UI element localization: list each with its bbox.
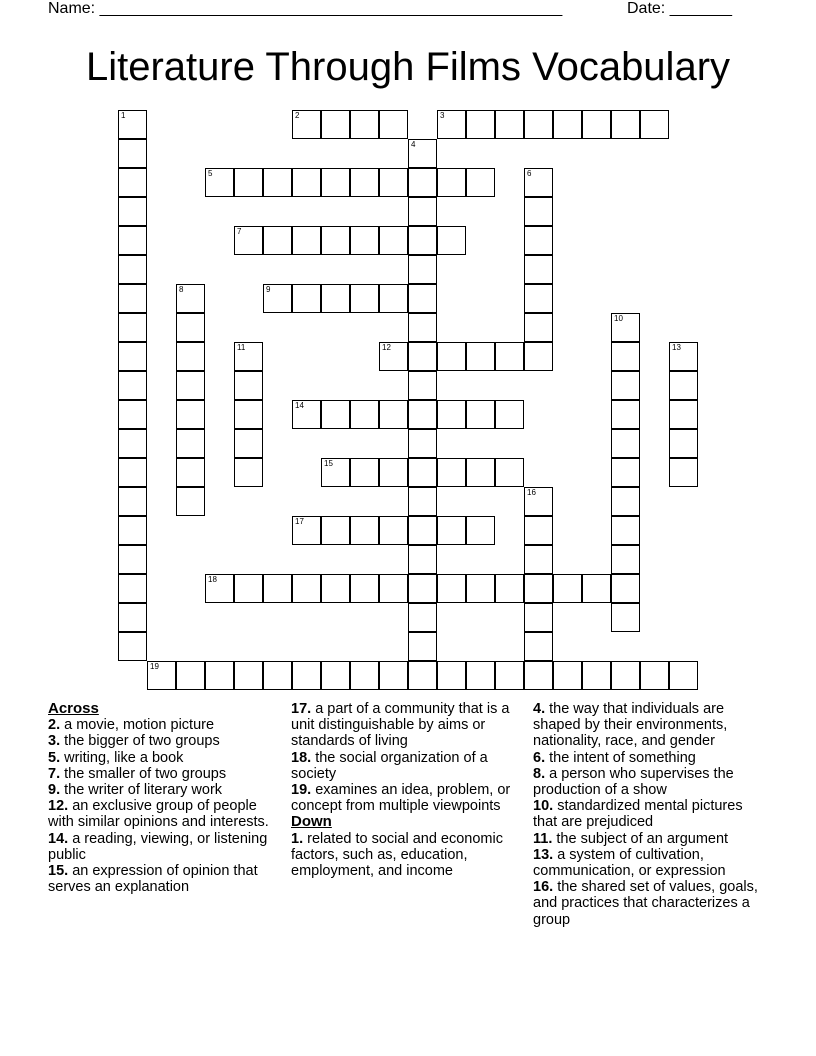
crossword-cell[interactable]: [669, 661, 698, 690]
crossword-cell[interactable]: [611, 429, 640, 458]
crossword-cell[interactable]: [118, 400, 147, 429]
crossword-cell[interactable]: [350, 226, 379, 255]
crossword-cell[interactable]: [176, 429, 205, 458]
crossword-cell[interactable]: [611, 371, 640, 400]
cell-number: 6: [527, 169, 532, 178]
cell-number: 10: [614, 314, 623, 323]
crossword-cell[interactable]: [495, 458, 524, 487]
crossword-cell[interactable]: [611, 110, 640, 139]
crossword-cell[interactable]: [350, 168, 379, 197]
clue-across-12: [48, 798, 283, 830]
crossword-cell[interactable]: [524, 487, 553, 516]
clue-number: 16.: [533, 879, 554, 896]
cell-number: 3: [440, 111, 445, 120]
clues-column-1: [48, 701, 283, 895]
clue-across-5: [48, 750, 283, 766]
clue-text: related to social and economic factors, such as, education, employment, and income: [291, 830, 503, 880]
down-heading: Down: [291, 813, 332, 831]
crossword-cell[interactable]: [524, 313, 553, 342]
clue-number: 11.: [533, 830, 553, 847]
crossword-cell[interactable]: [466, 661, 495, 690]
clue-text: the way that individuals are shaped by their environments, nationality, race, and gender: [533, 701, 728, 750]
crossword-cell[interactable]: [437, 400, 466, 429]
clue-text: the smaller of two groups: [60, 765, 227, 782]
cell-number: 1: [121, 111, 126, 120]
crossword-cell[interactable]: [292, 661, 321, 690]
crossword-cell[interactable]: [205, 168, 234, 197]
clue-down-13: [533, 847, 768, 879]
crossword-cell[interactable]: [321, 284, 350, 313]
crossword-cell[interactable]: [408, 168, 437, 197]
clue-across-17: [291, 701, 523, 750]
crossword-cell[interactable]: [582, 574, 611, 603]
crossword-cell[interactable]: [321, 458, 350, 487]
crossword-cell[interactable]: [582, 661, 611, 690]
crossword-cell[interactable]: [466, 574, 495, 603]
crossword-cell[interactable]: [408, 400, 437, 429]
clue-down-8: [533, 766, 768, 798]
clue-number: 7.: [48, 765, 61, 782]
crossword-cell[interactable]: [379, 168, 408, 197]
crossword-cell[interactable]: [640, 661, 669, 690]
crossword-cell[interactable]: [611, 516, 640, 545]
crossword-cell[interactable]: [611, 661, 640, 690]
crossword-cell[interactable]: [437, 661, 466, 690]
crossword-cell[interactable]: [524, 255, 553, 284]
cell-number: 18: [208, 575, 217, 584]
crossword-cell[interactable]: [379, 110, 408, 139]
crossword-cell[interactable]: [176, 661, 205, 690]
crossword-cell[interactable]: [234, 458, 263, 487]
crossword-cell[interactable]: [524, 342, 553, 371]
clue-text: an expression of opinion that serves an explanation: [48, 863, 258, 896]
clue-text: a movie, motion picture: [60, 717, 215, 734]
crossword-cell[interactable]: [118, 342, 147, 371]
crossword-cell[interactable]: [553, 661, 582, 690]
crossword-cell[interactable]: [611, 458, 640, 487]
crossword-cell[interactable]: [408, 545, 437, 574]
clue-text: the subject of an argument: [552, 830, 729, 847]
crossword-cell[interactable]: [350, 661, 379, 690]
crossword-cell[interactable]: [495, 110, 524, 139]
crossword-cell[interactable]: [118, 487, 147, 516]
crossword-cell[interactable]: [466, 168, 495, 197]
crossword-cell[interactable]: [524, 284, 553, 313]
clue-text: the shared set of values, goals, and practices that characterizes a group: [533, 879, 758, 928]
crossword-cell[interactable]: [263, 226, 292, 255]
crossword-cell[interactable]: [118, 168, 147, 197]
crossword-cell[interactable]: [408, 371, 437, 400]
crossword-cell[interactable]: [292, 168, 321, 197]
crossword-cell[interactable]: [553, 110, 582, 139]
crossword-cell[interactable]: [321, 400, 350, 429]
crossword-cell[interactable]: [118, 284, 147, 313]
clue-across-15: [48, 863, 283, 895]
crossword-cell[interactable]: [495, 661, 524, 690]
crossword-cell[interactable]: [611, 545, 640, 574]
crossword-cell[interactable]: [524, 661, 553, 690]
crossword-cell[interactable]: [408, 342, 437, 371]
cell-number: 14: [295, 401, 304, 410]
crossword-cell[interactable]: [669, 429, 698, 458]
clue-number: 19.: [291, 782, 312, 799]
clue-number: 14.: [48, 830, 69, 847]
crossword-cell[interactable]: [408, 574, 437, 603]
crossword-cell[interactable]: [292, 516, 321, 545]
crossword-cell[interactable]: [350, 110, 379, 139]
cell-number: 19: [150, 662, 159, 671]
clue-number: 2.: [48, 717, 61, 734]
crossword-cell[interactable]: [263, 574, 292, 603]
clue-across-9: [48, 782, 283, 798]
crossword-cell[interactable]: [176, 342, 205, 371]
cell-number: 4: [411, 140, 416, 149]
clue-down-11: [533, 831, 768, 847]
clue-across-2: [48, 717, 283, 733]
crossword-cell[interactable]: [611, 342, 640, 371]
crossword-cell[interactable]: [582, 110, 611, 139]
clue-number: 17.: [291, 701, 312, 717]
crossword-cell[interactable]: [234, 342, 263, 371]
cell-number: 17: [295, 517, 304, 526]
crossword-cell[interactable]: [118, 574, 147, 603]
crossword-cell[interactable]: [611, 313, 640, 342]
crossword-cell[interactable]: [437, 168, 466, 197]
crossword-cell[interactable]: [118, 516, 147, 545]
crossword-cell[interactable]: [118, 603, 147, 632]
crossword-cell[interactable]: [524, 110, 553, 139]
crossword-cell[interactable]: [379, 661, 408, 690]
crossword-cell[interactable]: [234, 574, 263, 603]
crossword-cell[interactable]: [611, 400, 640, 429]
crossword-cell[interactable]: [118, 429, 147, 458]
crossword-cell[interactable]: [408, 284, 437, 313]
crossword-cell[interactable]: [118, 313, 147, 342]
clue-down-10: [533, 798, 768, 830]
crossword-cell[interactable]: [408, 139, 437, 168]
clue-number: 13.: [533, 846, 554, 863]
clue-text: a reading, viewing, or listening public: [48, 830, 268, 863]
crossword-cell[interactable]: [118, 632, 147, 661]
crossword-cell[interactable]: [263, 284, 292, 313]
crossword-cell[interactable]: [466, 342, 495, 371]
crossword-cell[interactable]: [234, 400, 263, 429]
crossword-cell[interactable]: [408, 487, 437, 516]
crossword-cell[interactable]: [408, 632, 437, 661]
clue-text: a part of a community that is a unit distinguishable by aims or standards of living: [291, 701, 510, 750]
cell-number: 7: [237, 227, 242, 236]
crossword-cell[interactable]: [379, 400, 408, 429]
crossword-cell[interactable]: [263, 168, 292, 197]
crossword-cell[interactable]: [205, 661, 234, 690]
crossword-cell[interactable]: [408, 226, 437, 255]
crossword-cell[interactable]: [350, 458, 379, 487]
clue-down-4: [533, 701, 768, 750]
crossword-cell[interactable]: [408, 429, 437, 458]
clue-number: 18.: [291, 749, 312, 766]
clue-text: writing, like a book: [60, 749, 184, 766]
clue-number: 5.: [48, 749, 61, 766]
crossword-cell[interactable]: [350, 516, 379, 545]
name-field[interactable]: Name: ____________________________________________________: [48, 0, 563, 17]
crossword-cell[interactable]: [292, 284, 321, 313]
clue-number: 6.: [533, 749, 546, 766]
clue-text: the intent of something: [545, 749, 696, 766]
clue-text: a person who supervises the production of a show: [533, 765, 734, 799]
crossword-cell[interactable]: [118, 197, 147, 226]
cell-number: 16: [527, 488, 536, 497]
crossword-cell[interactable]: [176, 400, 205, 429]
page-title: Literature Through Films Vocabulary: [85, 45, 731, 89]
crossword-cell[interactable]: [379, 516, 408, 545]
clue-number: 12.: [48, 798, 69, 815]
crossword-cell[interactable]: [379, 458, 408, 487]
crossword-cell[interactable]: [379, 284, 408, 313]
crossword-cell[interactable]: [466, 110, 495, 139]
crossword-cell[interactable]: [118, 458, 147, 487]
crossword-cell[interactable]: [234, 429, 263, 458]
crossword-cell[interactable]: [321, 110, 350, 139]
crossword-cell[interactable]: [611, 574, 640, 603]
clue-down-1: [291, 831, 523, 880]
clue-number: 8.: [533, 765, 546, 782]
clue-number: 15.: [48, 863, 69, 880]
crossword-cell[interactable]: [437, 516, 466, 545]
crossword-cell[interactable]: [437, 226, 466, 255]
crossword-cell[interactable]: [118, 110, 147, 139]
crossword-cell[interactable]: [524, 197, 553, 226]
crossword-cell[interactable]: [466, 516, 495, 545]
crossword-cell[interactable]: [408, 661, 437, 690]
crossword-cell[interactable]: [176, 371, 205, 400]
clue-text: the bigger of two groups: [60, 733, 220, 750]
crossword-cell[interactable]: [263, 661, 292, 690]
clue-across-19: [291, 782, 523, 814]
crossword-cell[interactable]: [669, 458, 698, 487]
crossword-cell[interactable]: [176, 313, 205, 342]
crossword-cell[interactable]: [437, 574, 466, 603]
clue-across-14: [48, 831, 283, 863]
across-heading: Across: [48, 700, 99, 717]
cell-number: 9: [266, 285, 271, 294]
cell-number: 13: [672, 343, 681, 352]
crossword-cell[interactable]: [118, 139, 147, 168]
crossword-cell[interactable]: [118, 545, 147, 574]
crossword-cell[interactable]: [321, 516, 350, 545]
crossword-cell[interactable]: [524, 545, 553, 574]
crossword-cell[interactable]: [379, 226, 408, 255]
crossword-cell[interactable]: [408, 255, 437, 284]
crossword-cell[interactable]: [524, 226, 553, 255]
crossword-cell[interactable]: [234, 661, 263, 690]
crossword-cell[interactable]: [118, 371, 147, 400]
crossword-cell[interactable]: [669, 342, 698, 371]
clue-number: 3.: [48, 733, 61, 750]
cell-number: 15: [324, 459, 333, 468]
cell-number: 2: [295, 111, 300, 120]
crossword-cell[interactable]: [669, 400, 698, 429]
clue-number: 4.: [533, 701, 546, 717]
clue-across-7: [48, 766, 283, 782]
clue-down-16: [533, 879, 768, 928]
crossword-cell[interactable]: [524, 632, 553, 661]
clue-number: 10.: [533, 798, 554, 815]
crossword-cell[interactable]: [437, 458, 466, 487]
crossword-cell[interactable]: [553, 574, 582, 603]
cell-number: 11: [237, 343, 246, 352]
crossword-cell[interactable]: [379, 342, 408, 371]
crossword-cell[interactable]: [437, 110, 466, 139]
clues-column-3: [533, 701, 768, 928]
clue-text: a system of cultivation, communication, or expression: [533, 846, 726, 880]
cell-number: 5: [208, 169, 213, 178]
clues-column-2: [291, 701, 523, 879]
crossword-cell[interactable]: [118, 255, 147, 284]
cell-number: 8: [179, 285, 184, 294]
crossword-cell[interactable]: [234, 168, 263, 197]
crossword-cell[interactable]: [437, 342, 466, 371]
crossword-cell[interactable]: [524, 516, 553, 545]
clue-number: 9.: [48, 782, 61, 799]
crossword-cell[interactable]: [321, 661, 350, 690]
crossword-cell[interactable]: [495, 342, 524, 371]
crossword-cell[interactable]: [321, 226, 350, 255]
crossword-cell[interactable]: [640, 110, 669, 139]
crossword-cell[interactable]: [524, 168, 553, 197]
crossword-cell[interactable]: [495, 400, 524, 429]
crossword-cell[interactable]: [234, 371, 263, 400]
crossword-cell[interactable]: [611, 487, 640, 516]
crossword-cell[interactable]: [408, 458, 437, 487]
crossword-cell[interactable]: [350, 284, 379, 313]
crossword-cell[interactable]: [524, 574, 553, 603]
crossword-cell[interactable]: [350, 574, 379, 603]
clue-across-18: [291, 750, 523, 782]
crossword-cell[interactable]: [321, 168, 350, 197]
crossword-cell[interactable]: [408, 603, 437, 632]
crossword-cell[interactable]: [350, 400, 379, 429]
crossword-cell[interactable]: [292, 226, 321, 255]
crossword-cell[interactable]: [495, 574, 524, 603]
crossword-cell[interactable]: [118, 226, 147, 255]
clue-text: the writer of literary work: [60, 782, 223, 799]
clue-number: 1.: [291, 830, 304, 847]
crossword-cell[interactable]: [466, 400, 495, 429]
crossword-cell[interactable]: [466, 458, 495, 487]
crossword-cell[interactable]: [176, 458, 205, 487]
crossword-cell[interactable]: [524, 603, 553, 632]
crossword-cell[interactable]: [292, 110, 321, 139]
date-field[interactable]: Date: _______: [627, 0, 732, 17]
crossword-cell[interactable]: [611, 603, 640, 632]
crossword-cell[interactable]: [669, 371, 698, 400]
crossword-cell[interactable]: [408, 197, 437, 226]
crossword-cell[interactable]: [176, 284, 205, 313]
cell-number: 12: [382, 343, 391, 352]
crossword-cell[interactable]: [321, 574, 350, 603]
crossword-cell[interactable]: [147, 661, 176, 690]
crossword-cell[interactable]: [379, 574, 408, 603]
crossword-cell[interactable]: [408, 313, 437, 342]
clue-text: an exclusive group of people with similar opinions and interests.: [48, 798, 269, 831]
clue-text: examines an idea, problem, or concept from multiple viewpoints: [291, 782, 511, 815]
crossword-cell[interactable]: [176, 487, 205, 516]
crossword-cell[interactable]: [292, 400, 321, 429]
crossword-cell[interactable]: [292, 574, 321, 603]
clue-text: standardized mental pictures that are prejudiced: [533, 798, 743, 831]
crossword-cell[interactable]: [408, 516, 437, 545]
crossword-cell[interactable]: [234, 226, 263, 255]
clue-down-6: [533, 750, 768, 766]
crossword-cell[interactable]: [205, 574, 234, 603]
clue-across-3: [48, 733, 283, 749]
clue-text: the social organization of a society: [291, 749, 488, 782]
